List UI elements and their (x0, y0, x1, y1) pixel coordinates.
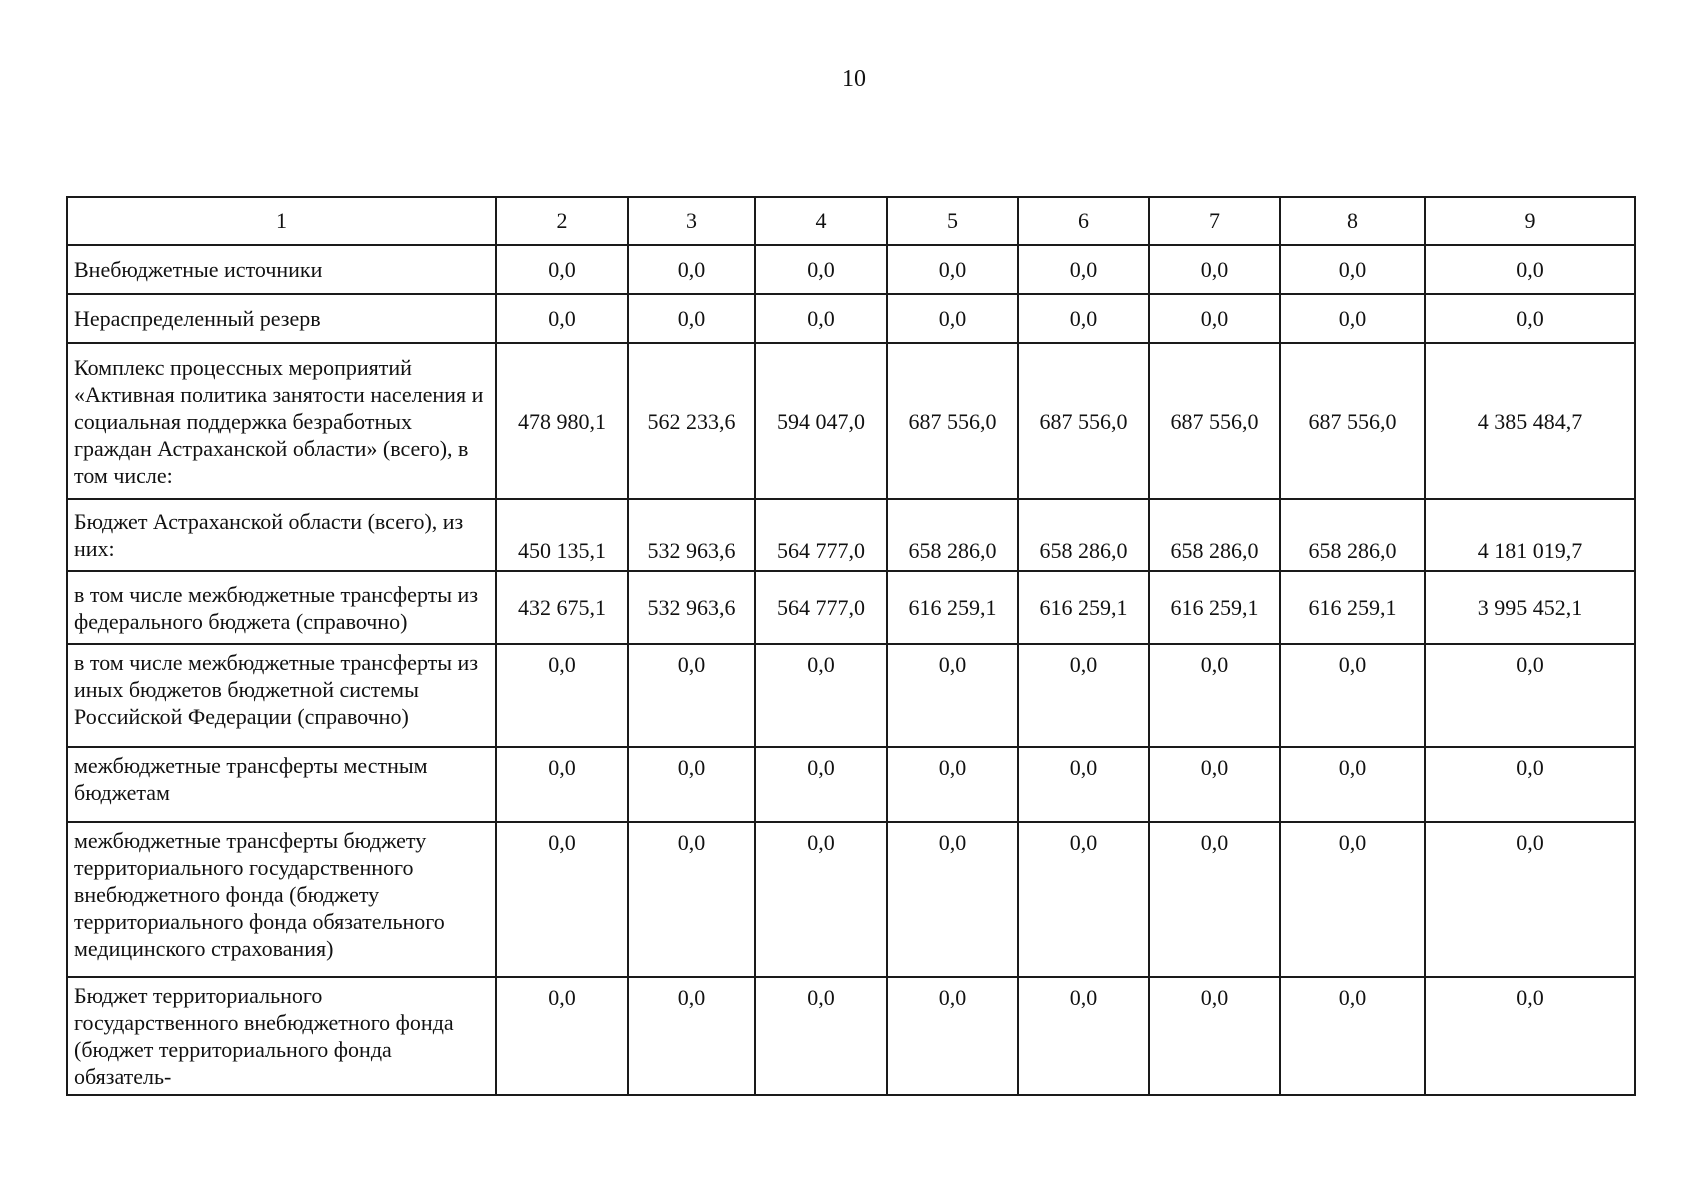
header-cell: 7 (1149, 197, 1280, 245)
table-row (67, 245, 1635, 294)
value-cell: 0,0 (1425, 294, 1635, 343)
value-cell: 0,0 (887, 977, 1018, 1095)
row-label: Бюджет территориального государственного внебюджетного фонда (бюджет территориального фонда обязатель- (67, 977, 496, 1095)
value-cell: 0,0 (628, 977, 755, 1095)
value-cell: 658 286,0 (1018, 499, 1149, 571)
value-cell: 0,0 (1149, 747, 1280, 822)
header-cell: 3 (628, 197, 755, 245)
value-cell: 0,0 (1149, 822, 1280, 977)
value-cell: 0,0 (1425, 245, 1635, 294)
value-cell: 4 385 484,7 (1425, 343, 1635, 499)
table-row (67, 499, 1635, 571)
value-cell: 564 777,0 (755, 499, 887, 571)
value-cell: 0,0 (1425, 644, 1635, 747)
value-cell: 687 556,0 (887, 343, 1018, 499)
header-cell: 5 (887, 197, 1018, 245)
value-cell: 0,0 (1018, 747, 1149, 822)
value-cell: 0,0 (887, 822, 1018, 977)
header-cell: 8 (1280, 197, 1425, 245)
table-row (67, 571, 1635, 644)
value-cell: 0,0 (755, 822, 887, 977)
value-cell: 0,0 (1280, 294, 1425, 343)
value-cell: 450 135,1 (496, 499, 628, 571)
value-cell: 0,0 (1425, 977, 1635, 1095)
header-cell: 6 (1018, 197, 1149, 245)
value-cell: 0,0 (628, 294, 755, 343)
table-header-row (67, 197, 1635, 245)
value-cell: 0,0 (628, 747, 755, 822)
value-cell: 0,0 (887, 747, 1018, 822)
value-cell: 0,0 (496, 245, 628, 294)
table-row (67, 294, 1635, 343)
value-cell: 0,0 (1018, 977, 1149, 1095)
value-cell: 658 286,0 (887, 499, 1018, 571)
value-cell: 0,0 (1280, 747, 1425, 822)
row-label: Внебюджетные источники (67, 245, 496, 294)
value-cell: 0,0 (887, 245, 1018, 294)
value-cell: 0,0 (1149, 977, 1280, 1095)
header-cell: 4 (755, 197, 887, 245)
value-cell: 4 181 019,7 (1425, 499, 1635, 571)
row-label: Нераспределенный резерв (67, 294, 496, 343)
value-cell: 687 556,0 (1149, 343, 1280, 499)
value-cell: 0,0 (1280, 822, 1425, 977)
value-cell: 0,0 (1018, 245, 1149, 294)
value-cell: 658 286,0 (1149, 499, 1280, 571)
row-label: в том числе межбюджетные трансферты из иных бюджетов бюджетной системы Российской Федерации (справочно) (67, 644, 496, 747)
value-cell: 0,0 (1425, 822, 1635, 977)
value-cell: 0,0 (887, 294, 1018, 343)
value-cell: 0,0 (1149, 644, 1280, 747)
table-row (67, 747, 1635, 822)
value-cell: 616 259,1 (887, 571, 1018, 644)
value-cell: 0,0 (1018, 822, 1149, 977)
value-cell: 616 259,1 (1018, 571, 1149, 644)
value-cell: 658 286,0 (1280, 499, 1425, 571)
row-label: межбюджетные трансферты бюджету территориального государственного внебюджетного фонда (бюджету территориального фонда обязательного медицинского страхования) (67, 822, 496, 977)
value-cell: 687 556,0 (1280, 343, 1425, 499)
table-row (67, 822, 1635, 977)
value-cell: 3 995 452,1 (1425, 571, 1635, 644)
value-cell: 0,0 (1280, 245, 1425, 294)
value-cell: 0,0 (887, 644, 1018, 747)
value-cell: 562 233,6 (628, 343, 755, 499)
page-number: 10 (842, 66, 866, 92)
value-cell: 532 963,6 (628, 499, 755, 571)
table-row (67, 977, 1635, 1095)
value-cell: 0,0 (1018, 644, 1149, 747)
value-cell: 0,0 (496, 977, 628, 1095)
value-cell: 0,0 (496, 294, 628, 343)
value-cell: 0,0 (1018, 294, 1149, 343)
value-cell: 0,0 (1425, 747, 1635, 822)
value-cell: 0,0 (628, 644, 755, 747)
value-cell: 0,0 (755, 245, 887, 294)
value-cell: 594 047,0 (755, 343, 887, 499)
value-cell: 687 556,0 (1018, 343, 1149, 499)
table-row (67, 644, 1635, 747)
value-cell: 0,0 (1149, 294, 1280, 343)
value-cell: 478 980,1 (496, 343, 628, 499)
value-cell: 0,0 (496, 747, 628, 822)
row-label: в том числе межбюджетные трансферты из федерального бюджета (справочно) (67, 571, 496, 644)
value-cell: 0,0 (628, 245, 755, 294)
value-cell: 564 777,0 (755, 571, 887, 644)
value-cell: 0,0 (755, 294, 887, 343)
value-cell: 0,0 (496, 644, 628, 747)
value-cell: 532 963,6 (628, 571, 755, 644)
value-cell: 0,0 (1280, 977, 1425, 1095)
header-cell: 2 (496, 197, 628, 245)
value-cell: 0,0 (755, 747, 887, 822)
row-label: Комплекс процессных мероприятий «Активная политика занятости населения и социальная поддержка безработных граждан Астраханской области» (всего), в том числе: (67, 343, 496, 499)
value-cell: 0,0 (755, 644, 887, 747)
row-label: Бюджет Астраханской области (всего), из них: (67, 499, 496, 571)
header-cell: 1 (67, 197, 496, 245)
budget-table (66, 196, 1636, 1096)
value-cell: 432 675,1 (496, 571, 628, 644)
value-cell: 0,0 (496, 822, 628, 977)
value-cell: 616 259,1 (1280, 571, 1425, 644)
value-cell: 0,0 (628, 822, 755, 977)
value-cell: 0,0 (1280, 644, 1425, 747)
table-row (67, 343, 1635, 499)
value-cell: 0,0 (755, 977, 887, 1095)
header-cell: 9 (1425, 197, 1635, 245)
value-cell: 616 259,1 (1149, 571, 1280, 644)
row-label: межбюджетные трансферты местным бюджетам (67, 747, 496, 822)
value-cell: 0,0 (1149, 245, 1280, 294)
